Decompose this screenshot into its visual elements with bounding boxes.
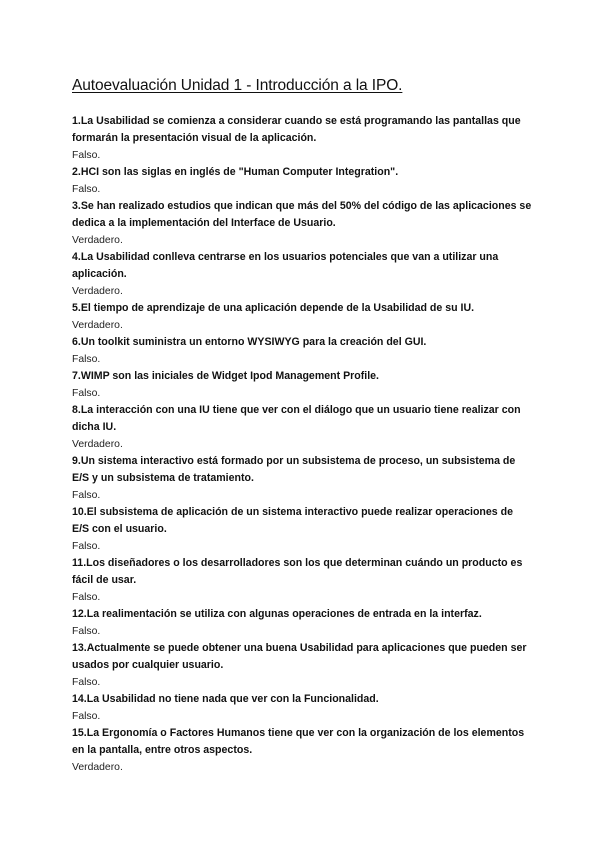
qa-item-12 (72, 606, 532, 640)
qa-item-8 (72, 402, 532, 453)
answer-text: Falso. (72, 388, 101, 399)
qa-item-6 (72, 334, 532, 368)
qa-item-4 (72, 249, 532, 300)
question-text: 8.La interacción con una IU tiene que ver con el diálogo que un usuario tiene realizar con dicha IU. (72, 404, 521, 433)
question-text: 3.Se han realizado estudios que indican que más del 50% del código de las aplicaciones se dedica a la implementación del Interface de Usuario. (72, 200, 532, 229)
question-text: 4.La Usabilidad conlleva centrarse en los usuarios potenciales que van a utilizar una aplicación. (72, 251, 499, 280)
question-text: 13.Actualmente se puede obtener una buena Usabilidad para aplicaciones que pueden ser usados por cualquier usuario. (72, 642, 527, 671)
answer-text: Falso. (72, 711, 101, 722)
answer-text: Falso. (72, 354, 101, 365)
answer-text: Verdadero. (72, 762, 123, 773)
answer-text: Verdadero. (72, 286, 123, 297)
question-text: 1.La Usabilidad se comienza a considerar cuando se está programando las pantallas que formarán la presentación visual de la aplicación. (72, 115, 521, 144)
answer-text: Falso. (72, 626, 101, 637)
qa-item-15 (72, 725, 532, 776)
question-text: 12.La realimentación se utiliza con algunas operaciones de entrada en la interfaz. (72, 608, 482, 620)
answer-text: Verdadero. (72, 439, 123, 450)
question-text: 11.Los diseñadores o los desarrolladores son los que determinan cuándo un producto es fácil de usar. (72, 557, 523, 586)
question-text: 14.La Usabilidad no tiene nada que ver con la Funcionalidad. (72, 693, 379, 705)
qa-item-3 (72, 198, 532, 249)
question-text: 7.WIMP son las iniciales de Widget Ipod Management Profile. (72, 370, 379, 382)
question-text: 6.Un toolkit suministra un entorno WYSIWYG para la creación del GUI. (72, 336, 427, 348)
qa-item-11 (72, 555, 532, 606)
answer-text: Verdadero. (72, 320, 123, 331)
answer-text: Falso. (72, 592, 101, 603)
answer-text: Falso. (72, 677, 101, 688)
qa-item-5 (72, 300, 532, 334)
qa-item-14 (72, 691, 532, 725)
qa-item-13 (72, 640, 532, 691)
qa-item-1 (72, 113, 532, 164)
answer-text: Falso. (72, 490, 101, 501)
document-page (72, 76, 532, 776)
qa-item-10 (72, 504, 532, 555)
answer-text: Falso. (72, 184, 101, 195)
question-text: 9.Un sistema interactivo está formado por un subsistema de proceso, un subsistema de E/S y un subsistema de tratamiento. (72, 455, 516, 484)
question-text: 5.El tiempo de aprendizaje de una aplicación depende de la Usabilidad de su IU. (72, 302, 475, 314)
document-title: Autoevaluación Unidad 1 - Introducción a la IPO. (72, 77, 403, 94)
answer-text: Falso. (72, 150, 101, 161)
qa-item-9 (72, 453, 532, 504)
answer-text: Verdadero. (72, 235, 123, 246)
qa-item-7 (72, 368, 532, 402)
answer-text: Falso. (72, 541, 101, 552)
question-text: 15.La Ergonomía o Factores Humanos tiene que ver con la organización de los elementos en la pantalla, entre otros aspectos. (72, 727, 525, 756)
qa-item-2 (72, 164, 532, 198)
question-text: 2.HCI son las siglas en inglés de "Human Computer Integration". (72, 166, 399, 178)
question-text: 10.El subsistema de aplicación de un sistema interactivo puede realizar operaciones de E/S con el usuario. (72, 506, 513, 535)
